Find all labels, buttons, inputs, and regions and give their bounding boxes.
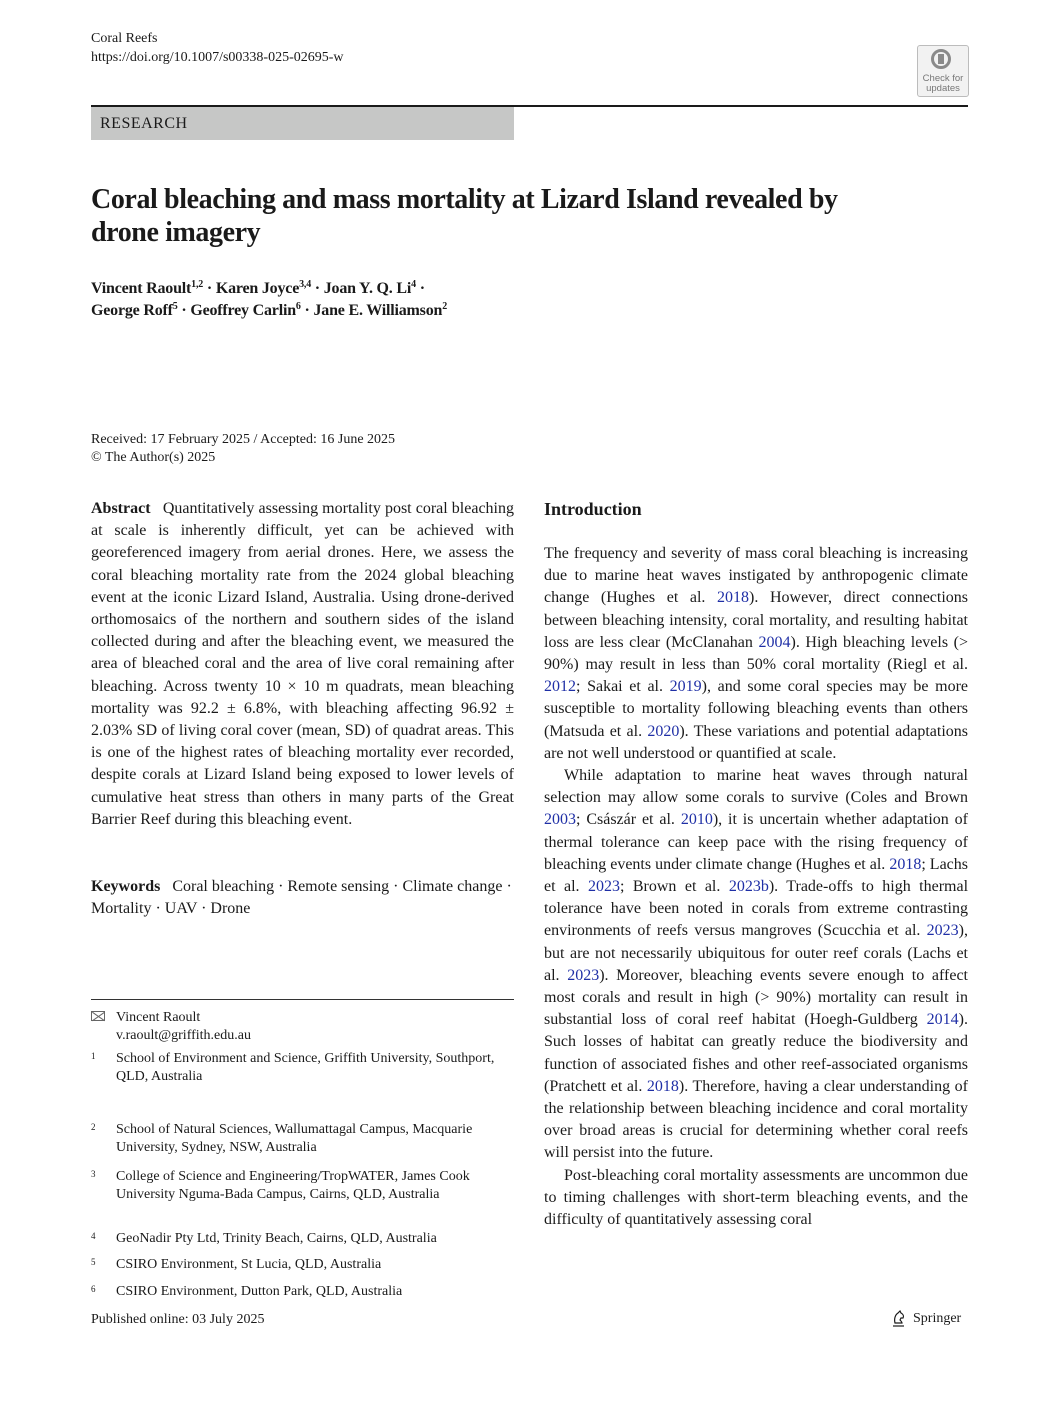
citation-link[interactable]: 2004 bbox=[758, 633, 791, 651]
article-title: Coral bleaching and mass mortality at Lizard Island revealed by drone imagery bbox=[91, 184, 838, 248]
introduction-paragraph: Post-bleaching coral mortality assessments are uncommon due to timing challenges with short-term bleaching events, and the difficulty of quantitatively assessing coral bbox=[544, 1166, 968, 1229]
corresponding-author-email[interactable]: v.raoult@griffith.edu.au bbox=[116, 1028, 251, 1043]
affiliation-text: School of Natural Sciences, Wallumattagal Campus, Macquarie University, Sydney, NSW, Australia bbox=[116, 1122, 473, 1155]
footnote-rule bbox=[91, 999, 514, 1000]
citation-link[interactable]: 2018 bbox=[889, 855, 922, 873]
affiliation-number: 6 bbox=[91, 1284, 96, 1294]
affiliation-number: 4 bbox=[91, 1231, 96, 1241]
author-separator: · bbox=[177, 302, 191, 319]
citation-link[interactable]: 2023 bbox=[587, 878, 620, 896]
journal-name: Coral Reefs bbox=[91, 31, 158, 46]
citation-link[interactable]: 2023 bbox=[926, 922, 959, 940]
affiliation-number: 1 bbox=[91, 1051, 96, 1061]
check-for-updates-button[interactable] bbox=[917, 45, 969, 97]
author-name[interactable]: George Roff bbox=[91, 302, 173, 319]
introduction-paragraph: While adaptation to marine heat waves through natural selection may allow some corals to survive (Coles and Brown 2003; Császár et al. 2010), it is uncertain whether adaptation of thermal tolerance can keep pace with the rising frequency of bleaching events under climate change (Hughes et al. 2018; Lachs et al. 2023; Brown et al. 2023b). Trade-offs to high thermal tolerance have been noted in corals from extreme contrasting environments of reefs versus mangroves (Scucchia et al. 2023), but are not necessarily ubiquitous for outer reef corals (Lachs et al. 2023). Moreover, bleaching events severe enough to affect most corals and result in high (> 90%) mortality can result in substantial loss of coral reef habitat (Hoegh-Guldberg 2014). Such losses of habitat can greatly reduce the biodiversity and function of associated fishes and other reef-associated organisms (Pratchett et al. 2018). Therefore, having a clear understanding of the relationship between bleaching incidence and coral mortality over broad areas is crucial for determining whether coral reefs will persist into the future. bbox=[544, 767, 969, 1162]
section-heading-introduction: Introduction bbox=[544, 499, 642, 519]
affiliation-text: CSIRO Environment, St Lucia, QLD, Australia bbox=[116, 1257, 382, 1272]
author-affiliation-marker: 6 bbox=[295, 301, 301, 312]
keywords-label: Keywords bbox=[91, 878, 161, 895]
author-name[interactable]: Geoffrey Carlin bbox=[190, 302, 296, 319]
article-dates bbox=[91, 431, 395, 467]
citation-link[interactable]: 2018 bbox=[646, 1077, 679, 1095]
introduction-body bbox=[544, 543, 968, 1231]
citation-link[interactable]: 2023b bbox=[728, 878, 769, 896]
article-type-banner bbox=[91, 107, 514, 140]
published-online: Published online: 03 July 2025 bbox=[91, 1312, 265, 1327]
check-for-updates-icon bbox=[931, 49, 951, 69]
citation-link[interactable]: 2020 bbox=[647, 722, 680, 740]
author-affiliation-marker: 3,4 bbox=[299, 279, 311, 290]
author-affiliation-marker: 5 bbox=[172, 301, 178, 312]
citation-link[interactable]: 2019 bbox=[669, 678, 702, 696]
author-affiliation-marker: 1,2 bbox=[191, 279, 204, 290]
envelope-icon bbox=[91, 1011, 105, 1021]
article-type-label: RESEARCH bbox=[100, 115, 188, 132]
keywords bbox=[91, 876, 514, 920]
citation-link[interactable]: 2003 bbox=[544, 811, 576, 829]
keywords-text: Coral bleaching · Remote sensing · Climate change · Mortality · UAV · Drone bbox=[91, 878, 512, 918]
affiliation-text: CSIRO Environment, Dutton Park, QLD, Australia bbox=[116, 1284, 403, 1299]
author-name[interactable]: Vincent Raoult bbox=[91, 280, 192, 297]
citation-link[interactable]: 2018 bbox=[717, 589, 750, 607]
abstract-label: Abstract bbox=[91, 500, 151, 517]
author-name[interactable]: Karen Joyce bbox=[215, 280, 300, 297]
author-separator: · bbox=[415, 280, 425, 297]
author-affiliation-marker: 4 bbox=[411, 279, 416, 290]
check-for-updates-line2: updates bbox=[926, 83, 960, 94]
affiliation-number: 5 bbox=[91, 1257, 96, 1267]
publisher-logo[interactable] bbox=[891, 1309, 961, 1329]
affiliation-number: 2 bbox=[91, 1122, 96, 1132]
affiliation-number: 3 bbox=[91, 1169, 96, 1179]
citation-link[interactable]: 2014 bbox=[926, 1011, 959, 1029]
check-for-updates-line1: Check for bbox=[922, 73, 964, 84]
author-separator: · bbox=[311, 280, 324, 297]
citation-link[interactable]: 2010 bbox=[680, 811, 713, 829]
author-name[interactable]: Joan Y. Q. Li bbox=[323, 280, 412, 297]
corresponding-author-name: Vincent Raoult bbox=[116, 1010, 201, 1025]
affiliation-text: GeoNadir Pty Ltd, Trinity Beach, Cairns, QLD, Australia bbox=[116, 1231, 437, 1246]
affiliation-text: College of Science and Engineering/TropWATER, James Cook University Nguma-Bada Campus, Cairns, QLD, Australia bbox=[116, 1169, 470, 1202]
abstract bbox=[91, 498, 514, 831]
author-separator: · bbox=[300, 302, 314, 319]
received-accepted-dates: Received: 17 February 2025 / Accepted: 16 June 2025 bbox=[91, 432, 396, 447]
author-affiliation-marker: 2 bbox=[442, 301, 448, 312]
author-list bbox=[91, 278, 591, 322]
abstract-text: Quantitatively assessing mortality post coral bleaching at scale is inherently difficult, yet can be achieved with georeferenced imagery from aerial drones. Here, we assess the coral bleaching mortality rate from the 2024 global bleaching event at the iconic Lizard Island, Australia. Using drone-derived orthomosaics of the northern and southern sides of the island collected during and after the bleaching event, we measured the area of bleached coral and the area of live coral remaining after bleaching. Across twenty 10 × 10 m quadrats, mean bleaching mortality was 92.2 ± 6.8%, with bleaching affecting 96.92 ± 2.03% SD of living coral cover (mean, SD) of quadrat areas. This is one of the highest rates of bleaching mortality ever recorded, despite corals at Lizard Island being exposed to lower levels of cumulative heat stress than others in many parts of the Great Barrier Reef during this bleaching event. bbox=[91, 500, 514, 828]
introduction-paragraph: The frequency and severity of mass coral bleaching is increasing due to marine heat waves instigated by anthropogenic climate change (Hughes et al. 2018). However, direct connections between bleaching intensity, coral mortality, and resulting habitat loss are less clear (McClanahan 2004). High bleaching levels (> 90%) may result in less than 50% coral mortality (Riegl et al. 2012; Sakai et al. 2019), and some coral species may be more susceptible to mortality following bleaching events than others (Matsuda et al. 2020). These variations and potential adaptations are not well understood or quantified at scale. bbox=[544, 545, 969, 762]
publisher-name: Springer bbox=[913, 1311, 962, 1326]
citation-link[interactable]: 2023 bbox=[567, 966, 600, 984]
springer-horse-icon bbox=[891, 1310, 907, 1328]
doi-link[interactable]: https://doi.org/10.1007/s00338-025-02695-w bbox=[91, 50, 344, 65]
affiliation-text: School of Environment and Science, Griffith University, Southport, QLD, Australia bbox=[116, 1051, 495, 1084]
author-name[interactable]: Jane E. Williamson bbox=[313, 302, 443, 319]
copyright-notice: © The Author(s) 2025 bbox=[91, 450, 216, 465]
author-separator: · bbox=[203, 280, 216, 297]
citation-link[interactable]: 2012 bbox=[544, 678, 576, 696]
